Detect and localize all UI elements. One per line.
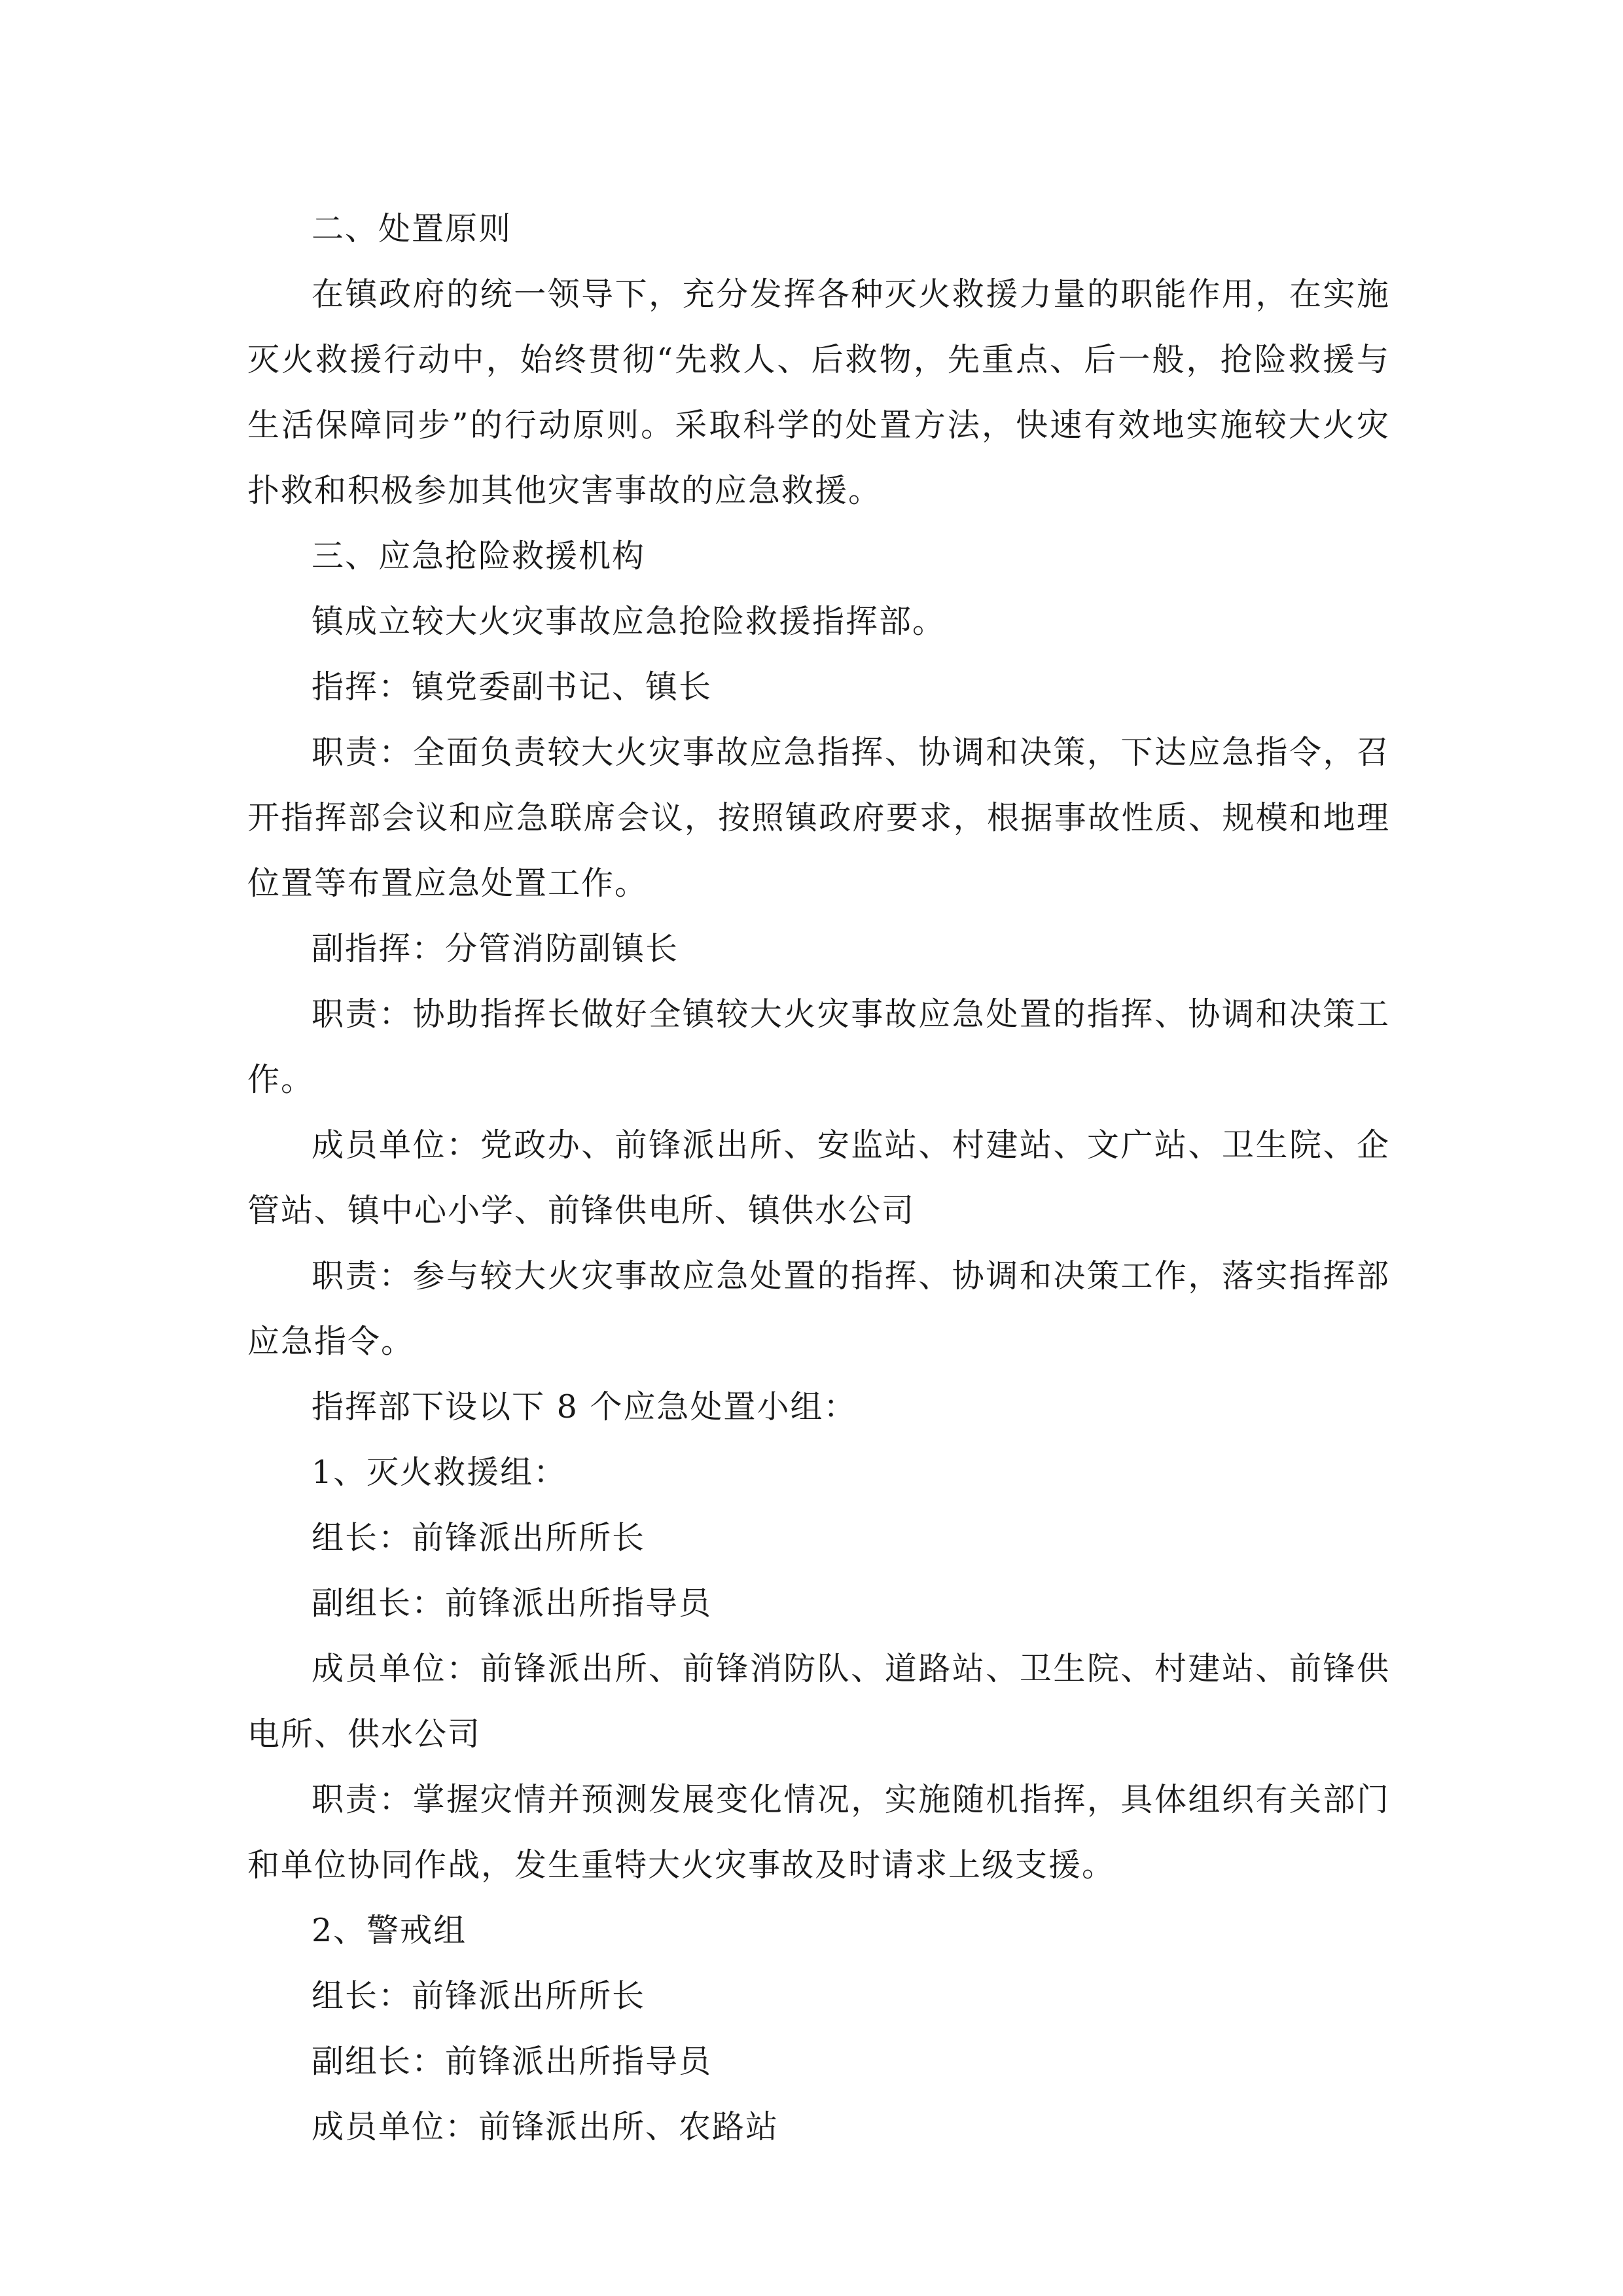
body-paragraph: 副组长：前锋派出所指导员 [312, 1585, 713, 1622]
body-paragraph: 在镇政府的统一领导下，充分发挥各种灭火救援力量的职能作用，在实施灭火救援行动中，始终贯彻“先救人、后救物，先重点、后一般，抢险救援与生活保障同步”的行动原则。采取科学的处置方法，快速有效地实施较大火灾扑救和积极参加其他灾害事故的应急救援。 [247, 276, 1390, 509]
body-paragraph: 指挥部下设以下 8 个应急处置小组： [312, 1388, 857, 1426]
body-paragraph: 组长：前锋派出所所长 [312, 1519, 646, 1556]
section-heading: 三、应急抢险救援机构 [312, 537, 646, 575]
body-paragraph: 副组长：前锋派出所指导员 [312, 2043, 713, 2080]
body-paragraph: 镇成立较大火灾事故应急抢险救援指挥部。 [312, 603, 946, 640]
section-heading: 二、处置原则 [312, 210, 512, 247]
subsection-heading: 2、警戒组 [312, 1912, 467, 1949]
body-paragraph: 职责：参与较大火灾事故应急处置的指挥、协调和决策工作，落实指挥部应急指令。 [247, 1257, 1390, 1360]
body-paragraph: 职责：协助指挥长做好全镇较大火灾事故应急处置的指挥、协调和决策工作。 [247, 996, 1390, 1098]
body-paragraph: 成员单位：前锋派出所、前锋消防队、道路站、卫生院、村建站、前锋供电所、供水公司 [247, 1650, 1390, 1753]
document-body [247, 196, 1390, 2160]
body-paragraph: 指挥：镇党委副书记、镇长 [312, 668, 713, 706]
body-paragraph: 成员单位：前锋派出所、农路站 [312, 2108, 779, 2145]
body-paragraph: 职责：掌握灾情并预测发展变化情况，实施随机指挥，具体组织有关部门和单位协同作战，发生重特大火灾事故及时请求上级支援。 [247, 1781, 1390, 1884]
body-paragraph: 职责：全面负责较大火灾事故应急指挥、协调和决策，下达应急指令，召开指挥部会议和应急联席会议，按照镇政府要求，根据事故性质、规模和地理位置等布置应急处置工作。 [247, 734, 1390, 902]
body-paragraph: 组长：前锋派出所所长 [312, 1977, 646, 2015]
body-paragraph: 副指挥：分管消防副镇长 [312, 930, 679, 967]
body-paragraph: 成员单位：党政办、前锋派出所、安监站、村建站、文广站、卫生院、企管站、镇中心小学、前锋供电所、镇供水公司 [247, 1126, 1390, 1229]
subsection-heading: 1、灭火救援组： [312, 1454, 567, 1491]
